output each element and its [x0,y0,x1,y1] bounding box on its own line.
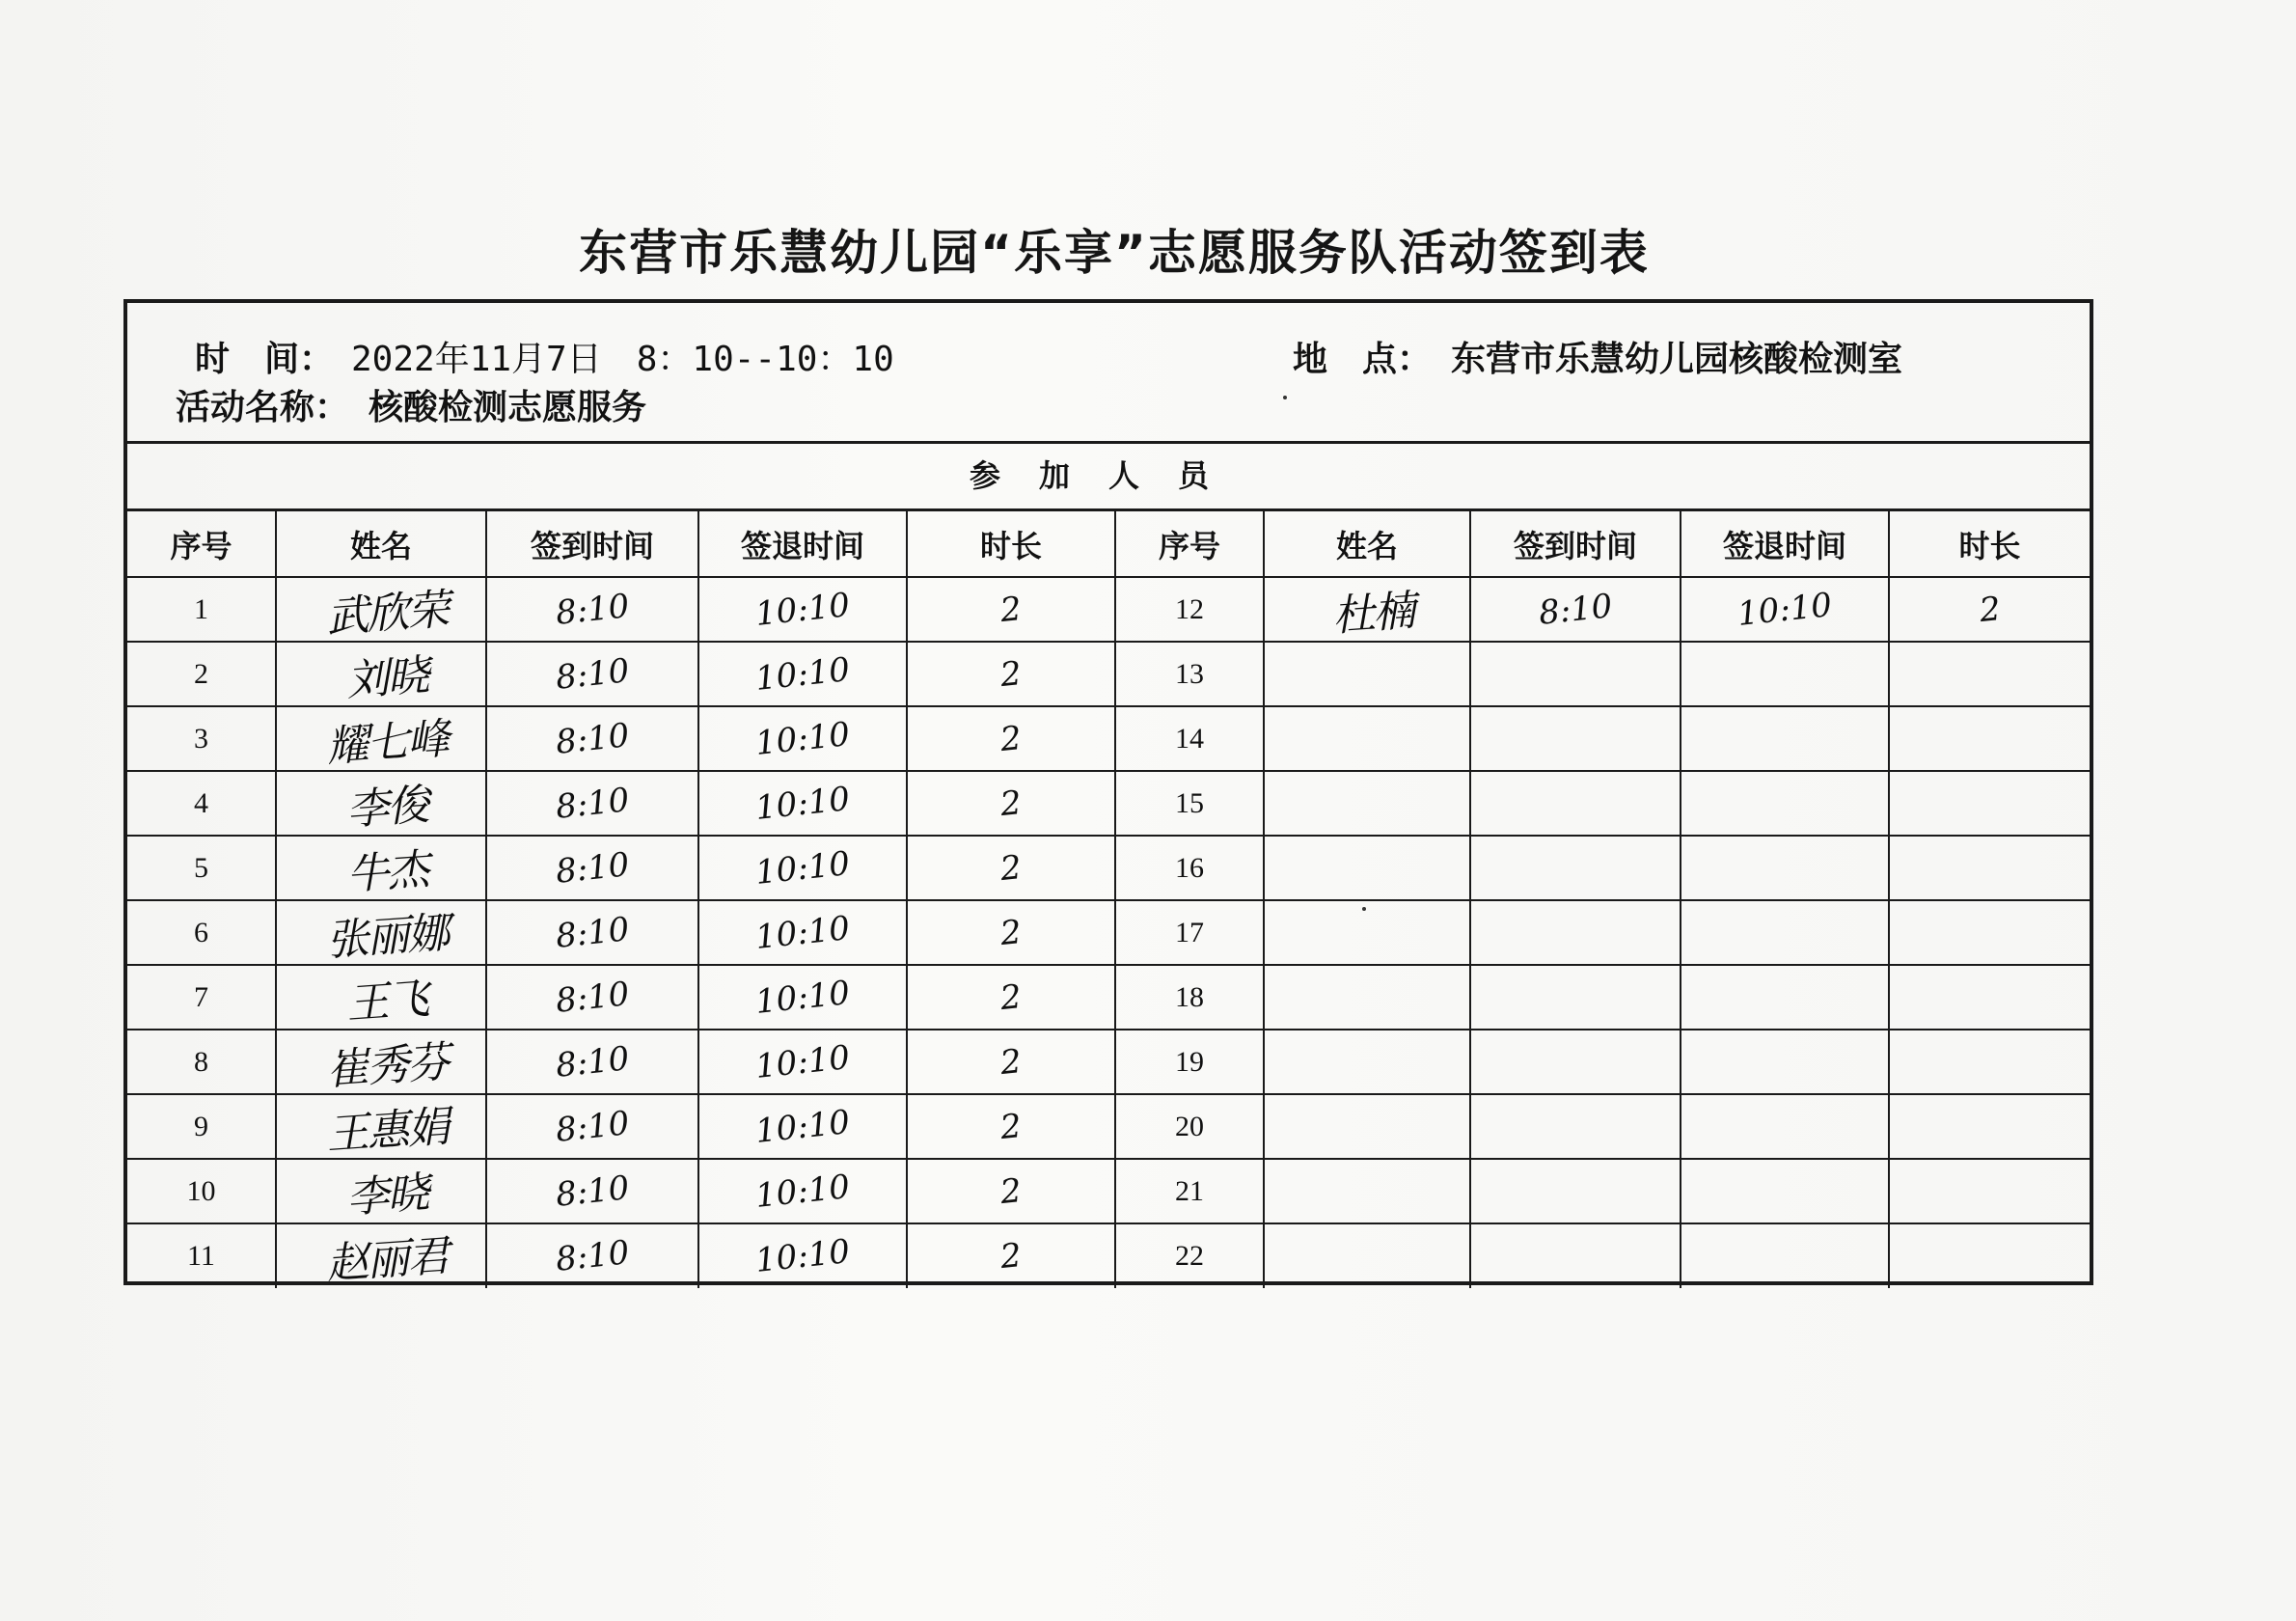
row-number: 22 [1115,1223,1264,1288]
signin-time-cell [486,900,698,965]
signout-time-cell [1681,1094,1889,1159]
signin-time-cell [1470,642,1681,706]
table-row [127,706,2090,771]
signature-cell [1264,1223,1470,1288]
table-row [127,642,2090,706]
signin-time-cell [1470,1094,1681,1159]
signin-time-cell [1470,1030,1681,1094]
handwritten-entry: 2 [998,1106,1024,1147]
table-row [127,1223,2090,1288]
signin-time-cell [1470,577,1681,642]
duration-cell [1889,706,2090,771]
row-number: 21 [1115,1159,1264,1223]
handwritten-entry: 2 [998,976,1024,1018]
signout-time-cell [698,577,907,642]
handwritten-entry: 8:10 [553,1233,632,1279]
handwritten-entry: 8:10 [553,909,632,956]
row-number: 18 [1115,965,1264,1030]
ink-speck [1362,907,1366,911]
signout-time-cell [1681,1030,1889,1094]
table-row [127,965,2090,1030]
row-number: 2 [127,642,276,706]
signature-cell [1264,965,1470,1030]
signature-cell [276,642,486,706]
row-number: 11 [127,1223,276,1288]
signout-time-cell [698,642,907,706]
signature-cell [1264,577,1470,642]
signin-time-cell [1470,900,1681,965]
table-row [127,1030,2090,1094]
signature-cell [276,1030,486,1094]
handwritten-signature: 耀七峰 [324,713,450,772]
handwritten-signature: 王飞 [344,974,429,1029]
duration-cell [907,771,1115,836]
handwritten-entry: 8:10 [553,780,632,827]
handwritten-entry: 8:10 [1536,586,1615,633]
signout-time-cell [698,1094,907,1159]
duration-cell [907,577,1115,642]
column-header: 序号 [127,511,276,577]
handwritten-signature: 王惠娟 [324,1101,450,1160]
handwritten-entry: 2 [1977,589,2003,630]
signature-cell [276,706,486,771]
document-title: 东营市乐慧幼儿园“乐享”志愿服务队活动签到表 [579,225,1650,281]
handwritten-entry: 2 [998,589,1024,630]
row-number: 5 [127,836,276,900]
signature-cell [276,900,486,965]
signature-cell [1264,1030,1470,1094]
handwritten-entry: 8:10 [553,586,632,633]
handwritten-signature: 崔秀芬 [324,1036,450,1095]
duration-cell [907,1030,1115,1094]
handwritten-entry: 2 [998,653,1024,695]
activity-label: 活动名称： [176,388,350,427]
signin-time-cell [486,642,698,706]
signin-time-cell [1470,1223,1681,1288]
signature-cell [276,965,486,1030]
handwritten-entry: 2 [998,783,1024,824]
handwritten-entry: 2 [998,847,1024,889]
table-row [127,771,2090,836]
handwritten-signature: 杜楠 [1330,586,1415,641]
signout-time-cell [698,706,907,771]
signout-time-cell [1681,1159,1889,1223]
handwritten-entry: 8:10 [553,1168,632,1215]
row-number: 12 [1115,577,1264,642]
signin-time-cell [486,1159,698,1223]
duration-cell [1889,642,2090,706]
duration-cell [907,642,1115,706]
signout-time-cell [698,900,907,965]
handwritten-entry: 2 [998,912,1024,953]
signout-time-cell [1681,1223,1889,1288]
participants-heading: 参加人员 [127,444,2090,511]
signature-cell [1264,900,1470,965]
signature-cell [276,577,486,642]
duration-cell [1889,1159,2090,1223]
signout-time-cell [698,1223,907,1288]
table-row [127,1094,2090,1159]
signature-cell [1264,642,1470,706]
table-row [127,836,2090,900]
handwritten-entry: 8:10 [553,1038,632,1085]
duration-cell [1889,1094,2090,1159]
handwritten-entry: 10:10 [753,1167,852,1216]
ink-speck [1283,396,1287,399]
handwritten-entry: 10:10 [753,908,852,957]
handwritten-entry: 2 [998,1041,1024,1083]
signin-form [123,299,2093,1289]
signout-time-cell [1681,706,1889,771]
handwritten-signature: 李晓 [344,1168,429,1223]
signin-time-cell [486,1094,698,1159]
info-section [127,303,2090,444]
attendance-rows [127,577,2090,1288]
signout-time-cell [1681,771,1889,836]
duration-cell [1889,577,2090,642]
duration-cell [1889,1223,2090,1288]
signin-time-cell [486,1223,698,1288]
attendance-table [127,511,2090,1288]
column-header: 姓名 [276,511,486,577]
signature-cell [276,1159,486,1223]
handwritten-signature: 刘晓 [344,650,429,705]
handwritten-entry: 10:10 [753,649,852,699]
handwritten-entry: 10:10 [753,973,852,1022]
handwritten-signature: 张丽娜 [324,907,450,966]
handwritten-signature: 武欣荣 [324,584,450,643]
signature-cell [1264,836,1470,900]
signature-cell [276,1223,486,1288]
signout-time-cell [698,965,907,1030]
handwritten-entry: 8:10 [553,974,632,1021]
table-row [127,577,2090,642]
signin-time-cell [486,706,698,771]
row-number: 1 [127,577,276,642]
signin-time-cell [486,771,698,836]
handwritten-entry: 10:10 [753,1102,852,1151]
duration-cell [1889,900,2090,965]
column-header: 时长 [1889,511,2090,577]
time-value: 2022年11月7日 8：10--10：10 [351,340,894,379]
signout-time-cell [698,836,907,900]
duration-cell [1889,836,2090,900]
duration-cell [907,706,1115,771]
handwritten-signature: 李俊 [344,780,429,835]
signout-time-cell [698,771,907,836]
handwritten-entry: 8:10 [553,1103,632,1150]
handwritten-entry: 10:10 [753,1231,852,1281]
handwritten-entry: 2 [998,718,1024,759]
row-number: 19 [1115,1030,1264,1094]
duration-cell [1889,965,2090,1030]
signin-time-cell [1470,1159,1681,1223]
duration-cell [907,965,1115,1030]
signout-time-cell [698,1159,907,1223]
signout-time-cell [1681,900,1889,965]
row-number: 10 [127,1159,276,1223]
header-row [127,511,2090,577]
duration-cell [907,1223,1115,1288]
table-row [127,1159,2090,1223]
row-number: 3 [127,706,276,771]
signout-time-cell [698,1030,907,1094]
duration-cell [907,1094,1115,1159]
handwritten-entry: 2 [998,1235,1024,1278]
row-number: 6 [127,900,276,965]
column-header: 时长 [907,511,1115,577]
activity-value: 核酸检测志愿服务 [369,388,647,427]
handwritten-entry: 10:10 [753,585,852,634]
time-label: 时 间： [195,340,335,379]
column-header: 签退时间 [698,511,907,577]
row-number: 17 [1115,900,1264,965]
signin-time-cell [1470,965,1681,1030]
handwritten-entry: 10:10 [1736,585,1834,634]
duration-cell [907,836,1115,900]
signin-time-cell [1470,706,1681,771]
signature-cell [1264,771,1470,836]
signin-time-cell [1470,771,1681,836]
signin-time-cell [1470,836,1681,900]
signature-cell [1264,1094,1470,1159]
row-number: 14 [1115,706,1264,771]
row-number: 7 [127,965,276,1030]
handwritten-signature: 赵丽君 [324,1231,450,1289]
signin-time-cell [486,1030,698,1094]
duration-cell [1889,771,2090,836]
row-number: 9 [127,1094,276,1159]
handwritten-entry: 2 [998,1170,1024,1212]
place-value: 东营市乐慧幼儿园核酸检测室 [1451,340,1903,379]
signout-time-cell [1681,836,1889,900]
column-header: 姓名 [1264,511,1470,577]
signout-time-cell [1681,577,1889,642]
duration-cell [1889,1030,2090,1094]
row-number: 15 [1115,771,1264,836]
handwritten-entry: 8:10 [553,650,632,698]
column-header: 序号 [1115,511,1264,577]
handwritten-entry: 8:10 [553,844,632,892]
signin-time-cell [486,836,698,900]
handwritten-signature: 牛杰 [344,844,429,899]
row-number: 8 [127,1030,276,1094]
signature-cell [276,836,486,900]
place-label: 地 点： [1293,340,1433,379]
row-number: 4 [127,771,276,836]
handwritten-entry: 10:10 [753,1037,852,1086]
signature-cell [1264,706,1470,771]
column-header: 签到时间 [1470,511,1681,577]
duration-cell [907,900,1115,965]
handwritten-entry: 8:10 [553,715,632,762]
signature-cell [276,771,486,836]
row-number: 13 [1115,642,1264,706]
signature-cell [1264,1159,1470,1223]
handwritten-entry: 10:10 [753,779,852,828]
row-number: 16 [1115,836,1264,900]
signout-time-cell [1681,965,1889,1030]
signin-time-cell [486,965,698,1030]
handwritten-entry: 10:10 [753,843,852,893]
signout-time-cell [1681,642,1889,706]
signin-time-cell [486,577,698,642]
handwritten-entry: 10:10 [753,714,852,763]
duration-cell [907,1159,1115,1223]
table-row [127,900,2090,965]
signature-cell [276,1094,486,1159]
column-header: 签退时间 [1681,511,1889,577]
row-number: 20 [1115,1094,1264,1159]
column-header: 签到时间 [486,511,698,577]
